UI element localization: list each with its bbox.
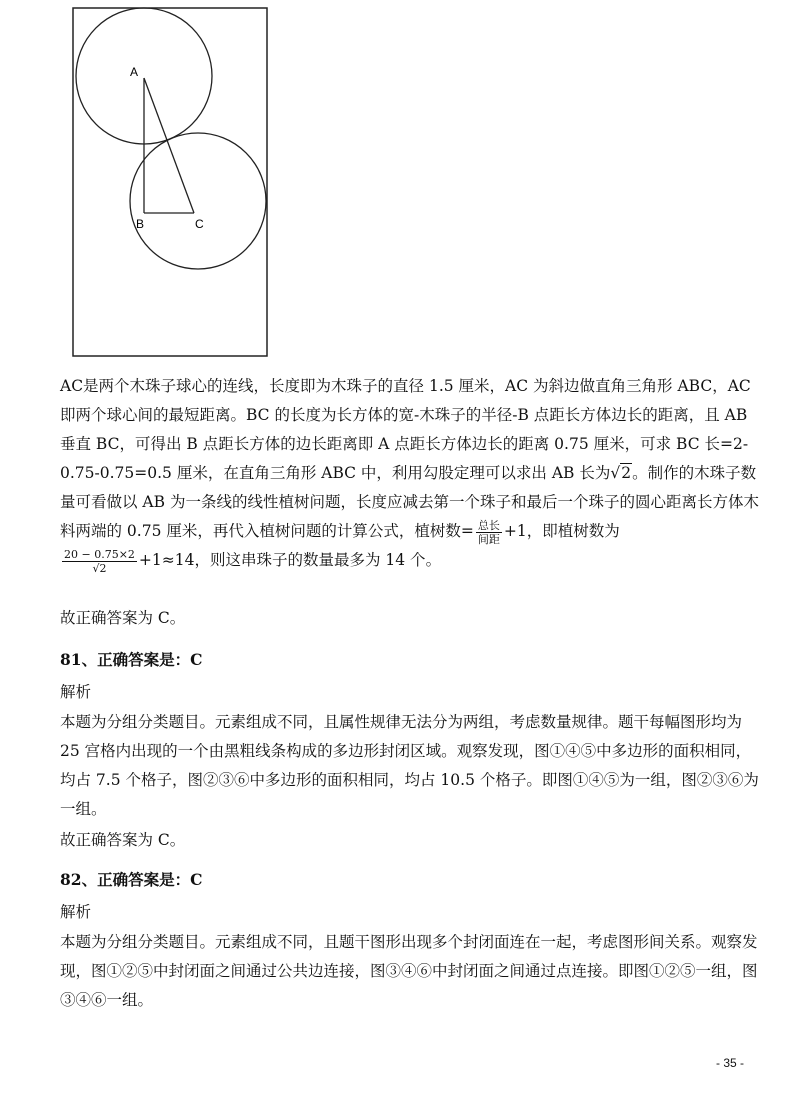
- q80-text-1: AC是两个木珠子球心的连线，长度即为木珠子的直径 1.5 厘米，AC 为斜边做直角三角形 ABC，AC 即两个球心间的最短距离。BC 的长度为长方体的宽-木珠子的半径-B 点距长方体边长的距离，且 AB 垂直 BC，可得出 B 点距长方体的边长距离即 A 点距长方体边长的距离 0.75 厘米，可求 BC 长=2-0.75-0.75=0.5 厘米，在直角三角形 ABC 中，利用勾股定理可以求出 AB 长为: [60, 377, 751, 482]
- q80-text-2: 。制作的木珠子数量可看做以 AB 为一条线的线性植树问题，长度应减去第一个珠子和最后一个珠子的圆心距离长方体木料两端的 0.75 厘米，再代入植树问题的计算公式，植树数=: [60, 464, 759, 540]
- sqrt-symbol: √: [610, 464, 621, 482]
- q80-explanation: [60, 372, 760, 575]
- formula-numerator: 总长: [477, 518, 500, 532]
- calc-sqrt-radicand: 2: [99, 561, 107, 575]
- page-number: - 35 -: [715, 1056, 744, 1070]
- q80-text-3: ，即植树数为: [526, 522, 620, 540]
- calc-denominator: [62, 562, 137, 575]
- q82-analysis-label: 解析: [60, 903, 92, 921]
- calc-fraction: [62, 548, 137, 575]
- bead-circle-bottom: [130, 133, 266, 269]
- segment-ac: [144, 78, 194, 213]
- q81-heading: 81、正确答案是：C: [60, 650, 203, 669]
- label-c: C: [195, 217, 204, 231]
- formula-plus-one: +1: [503, 522, 527, 540]
- q82-heading: 82、正确答案是：C: [60, 870, 203, 889]
- formula-fraction: [476, 519, 502, 546]
- geometry-figure: [70, 6, 270, 358]
- q81-conclusion: 故正确答案为 C。: [60, 831, 186, 849]
- calc-sqrt-symbol: √: [92, 561, 100, 575]
- q81-body: 本题为分组分类题目。元素组成不同，且属性规律无法分为两组，考虑数量规律。题干每幅图形均为 25 宫格内出现的一个由黑粗线条构成的多边形封闭区域。观察发现，图①④⑤中多边形的面积相同，均占 7.5 个格子，图②③⑥中多边形的面积相同，均占 10.5 个格子。即图①④⑤为一组，图②③⑥为一组。: [60, 713, 759, 818]
- q80-conclusion: 故正确答案为 C。: [60, 609, 186, 627]
- formula-denominator: 间距: [477, 532, 500, 546]
- q81-analysis-label: 解析: [60, 683, 92, 701]
- q82-body: 本题为分组分类题目。元素组成不同，且题干图形出现多个封闭面连在一起，考虑图形间关系。观察发现，图①②⑤中封闭面之间通过公共边连接，图③④⑥中封闭面之间通过点连接。即图①②⑤一组，图③④⑥一组。: [60, 933, 758, 1009]
- sqrt-two: [610, 463, 632, 482]
- calc-numerator: 20 − 0.75×2: [64, 547, 135, 561]
- label-a: A: [130, 65, 139, 79]
- q80-text-4: ，则这串珠子的数量最多为 14 个。: [194, 551, 442, 569]
- label-b: B: [136, 217, 145, 231]
- wood-block-rectangle: [73, 8, 267, 356]
- sqrt-radicand: 2: [621, 464, 632, 482]
- calc-tail: +1≈14: [138, 551, 195, 569]
